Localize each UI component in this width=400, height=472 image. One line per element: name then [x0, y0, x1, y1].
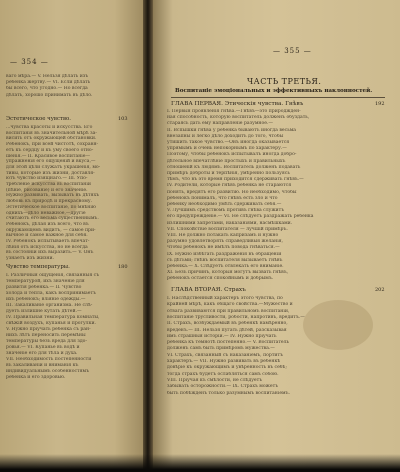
bottom-edge: [0, 454, 400, 472]
text-line: любовь къ природѣ и прекрасному.: [6, 199, 93, 205]
text-line: разумно удовлетворять справедливыя желанія,: [167, 239, 284, 245]
text-line: быть побѣжденъ только разумнымъ воспитаніемъ.: [167, 390, 290, 396]
chapter-one-heading: ГЛАВА ПЕРВАЯ. Этическія чувства. Гнѣвъ: [171, 101, 304, 107]
text-line: однихъ—дѣло неважное,—другіе: [6, 210, 86, 216]
text-line: ребенка къ темнотѣ постепенно.— V. Воспитатель: [167, 340, 290, 346]
text-line: VIII. Пріучая къ смѣлости, не слѣдуетъ: [167, 377, 263, 383]
text-line: Ребенокъ, при всей чистотѣ, сохраня-: [6, 142, 99, 148]
text-line: ютъ чувство изящнаго.— III. Упо-: [6, 176, 88, 182]
text-line: вреденъ.— III. Нельзя пугать дѣтей, разсказывая: [167, 327, 287, 333]
chapter-two-number: 202: [375, 287, 385, 293]
text-line: етъ къ сердцу и къ уму своего отно-: [6, 147, 94, 153]
text-line: узнаетъ изъ жизни.: [6, 256, 54, 262]
text-line: упражненія его ощущеній и вкуса,—: [6, 159, 96, 165]
text-line: упрямымъ и очень непокорнымъ по характеру.—: [167, 146, 287, 152]
text-line: ровья.— VI. Купанье въ водѣ и: [6, 345, 80, 350]
text-line: I. Первыя проявленія гнѣва.—Гнѣвъ—это природжден-: [167, 109, 301, 114]
text-line: I. Различныя ощущенія, связанныя съ: [6, 273, 100, 278]
text-line: тивы, которые изъ жизни, доставля-: [6, 170, 95, 176]
text-line: Поэтому, чтобы ребенокъ испытывалъ иногда добро-: [167, 152, 297, 158]
text-line: ная способность, которую воспитатель долженъ обуздать,: [167, 115, 310, 121]
text-line: для этой цѣли служатъ украшенія, мо-: [6, 164, 101, 170]
left-section-heading-2: Чувство температуры.: [6, 264, 70, 270]
text-line: Ребенокъ, дѣлая изъ всего, что въ: [6, 221, 89, 227]
text-line: бы всего, что угодно.— Но всегда: [6, 86, 88, 92]
text-line: III. Закаливаніе организма. Не слѣ-: [6, 303, 93, 308]
part-subtitle: Воспитаніе эмоціональных и эффективныхъ наклонностей.: [175, 88, 373, 94]
text-line: имъ страшныя исторіи.— IV. Нужно пріучать: [167, 333, 277, 339]
text-line: ребенка и его здоровью.: [6, 375, 66, 380]
text-line: долженъ самъ быть примѣромъ мужества.—: [167, 346, 275, 352]
text-line: дуетъ излишне кутать дѣтей.—: [6, 309, 82, 314]
text-line: забывать осторожности.— IX. Страхъ можетъ: [167, 384, 279, 390]
text-line: отношеній къ людямъ. Воспитатель долженъ подавать: [167, 164, 301, 170]
text-line: ребенка жертву.— VI. Если дѣлать: [6, 80, 91, 86]
text-line: висить отъ окружающей обстановки.: [6, 136, 97, 142]
text-line: дѣтельное впечатлѣніе простыхъ и правильныхъ: [167, 158, 286, 164]
text-line: дѣлать, хорошо принимать въ дѣло.: [6, 92, 93, 98]
text-line: ихъ ребенокъ; вліяніе одежды.—: [6, 297, 86, 302]
text-line: II. Страхъ, возбуждаемый въ ребенкѣ намѣренно,: [167, 321, 288, 327]
left-page: [0, 0, 143, 472]
book-gutter: [143, 0, 153, 472]
text-line: (пѣніе, рисованіе) и его значеніе.: [6, 187, 88, 193]
text-line: утишить такое чувство.—Онъ иногда оказывается: [167, 140, 290, 145]
text-line: Нужно развивать, вызывать въ дѣтяхъ: [6, 193, 100, 199]
text-line: излишними запретами, наказаніями, насмѣшками.: [167, 220, 293, 226]
text-line: ...чувства красоты и искусства. Его: [6, 125, 93, 130]
text-line: V. Нужно пріучать ребенка съ ран-: [6, 327, 91, 332]
text-line: примѣръ доброты и терпѣнія, умѣренно пользуясь: [167, 171, 290, 176]
text-line: съ дѣтьми; гнѣвъ воспитателя вызываетъ гнѣвъ: [167, 257, 283, 263]
text-line: XI. Безъ причинъ, которыя могутъ вызвать гнѣвъ,: [167, 270, 289, 276]
left-section-number-2: 180: [118, 264, 128, 270]
text-line: V. Лучшимъ средствомъ противъ гнѣва служитъ: [167, 208, 285, 214]
text-line: внезапны и легко дѣло доходитъ до того, чтобы: [167, 133, 284, 139]
text-line: IX. Нужно избѣгать раздраженія въ обращеніи: [167, 251, 282, 257]
text-line: довѣріе къ окружающимъ и увѣренность въ себѣ;: [167, 365, 287, 371]
text-line: требленіе искусства въ воспитаніи: [6, 182, 91, 187]
text-line: II. Вспышки гнѣва у ребенка бываютъ иногда весьма: [167, 127, 297, 133]
text-line: тѣмъ, что въ это время приходится сдерживать гнѣвъ.—: [167, 177, 304, 183]
chapter-two-heading: ГЛАВА ВТОРАЯ. Страхъ: [171, 287, 246, 293]
text-line: температуры безъ вреда для здо-: [6, 339, 87, 344]
text-line: ребенку необходимо умѣть сдерживать себя.—: [167, 202, 282, 207]
text-line: температурой, ихъ значеніе для: [6, 279, 85, 284]
text-line: окружающемъ видитъ, — самое при-: [6, 227, 96, 233]
left-section-number-1: 103: [118, 116, 128, 122]
left-section-heading-1: Эстетическое чувство.: [6, 116, 71, 122]
text-line: ребенокъ остается спокойнымъ и добрымъ.: [167, 276, 274, 282]
text-line: I. Наслѣдственный характеръ этого чувства, по: [167, 296, 283, 301]
text-line: крайней мѣрѣ, какъ общаго свойства.—Мужество и: [167, 302, 293, 308]
text-line: ребенокъ понималъ, что гнѣвъ есть зло и что: [167, 195, 278, 201]
text-line: стараясь дать ему направленіе разумное.—: [167, 121, 274, 127]
text-line: отвага развиваются при правильномъ воспитаніи,: [167, 308, 290, 314]
right-page: [153, 0, 400, 472]
chapter-one-number: 192: [375, 101, 385, 107]
text-line: ребенка.— X. Слѣдуетъ отвлекать его вниманіе.: [167, 264, 284, 269]
text-line: холода и тепла, какъ воспринимаетъ: [6, 291, 96, 296]
text-line: характеръ.— VII. Нужно развивать въ ребенкѣ: [167, 359, 281, 364]
text-line: чтобы ребенокъ не имѣлъ повода гнѣваться.—: [167, 245, 280, 251]
text-line: свѣжій воздухъ, купанья и прогулки.: [6, 321, 96, 326]
text-line: IV. Ребенокъ испытываетъ впечат-: [6, 239, 90, 244]
text-line: понять, вредятъ его развитію. Но необходимо, чтобы: [167, 189, 297, 195]
text-line: VI. Страхъ, связанный съ наказаніемъ, портитъ: [167, 352, 283, 358]
part-title: ЧАСТЬ ТРЕТЬЯ.: [247, 77, 322, 86]
text-line: значеніе его для тѣла и духа.: [6, 351, 78, 356]
text-line: воспитанія въ значительной мѣрѣ за-: [6, 130, 97, 136]
text-line: индивидуальнымъ особенностямъ: [6, 369, 90, 374]
text-line: воспитаніе трусливости, робости, напротивъ, вредитъ.—: [167, 314, 305, 320]
text-line: въ закаливаніи и вниманія къ: [6, 363, 79, 368]
right-page-number: — 355 —: [273, 47, 312, 55]
text-line: VII. Спокойствіе воспитателя — лучшій примѣръ.: [167, 226, 288, 232]
text-line: развитія ребенка.— II. Чувство: [6, 285, 82, 290]
text-line: считаютъ его весьма существеннымъ.: [6, 216, 99, 222]
text-line: VII. Необходимость постепенности: [6, 357, 92, 362]
text-line: его предупрежденіе.— VI. Не слѣдуетъ раздражать ребенка: [167, 214, 314, 220]
text-line: VIII. Не должно потакать капризамъ и нужно: [167, 233, 279, 238]
text-line: тогда страхъ будетъ ослабляться самъ собою.: [167, 371, 279, 377]
text-line: нихъ лѣтъ переносить перемѣны: [6, 333, 86, 338]
left-page-number: — 354 —: [10, 58, 49, 66]
text-line: ваго мѣра.— V. Нельзя дѣлать изъ: [6, 74, 89, 79]
text-line: въ состояніи ихъ выразить.— V. Онъ: [6, 250, 94, 256]
text-line: вычное и самое важное для себя.: [6, 233, 88, 239]
text-line: IV. Правильная температура комнаты,: [6, 315, 100, 320]
text-line: Эстетическое воспитаніе, по мнѣнію: [6, 204, 96, 210]
text-line: IV. Родители, которые гнѣвъ ребенка не стараются: [167, 183, 292, 189]
text-line: лѣнія отъ искусства, но не всегда: [6, 244, 88, 250]
text-line: шенія.— II. Красивое воспитаніе—: [6, 153, 91, 159]
divider-rule: [171, 97, 385, 98]
